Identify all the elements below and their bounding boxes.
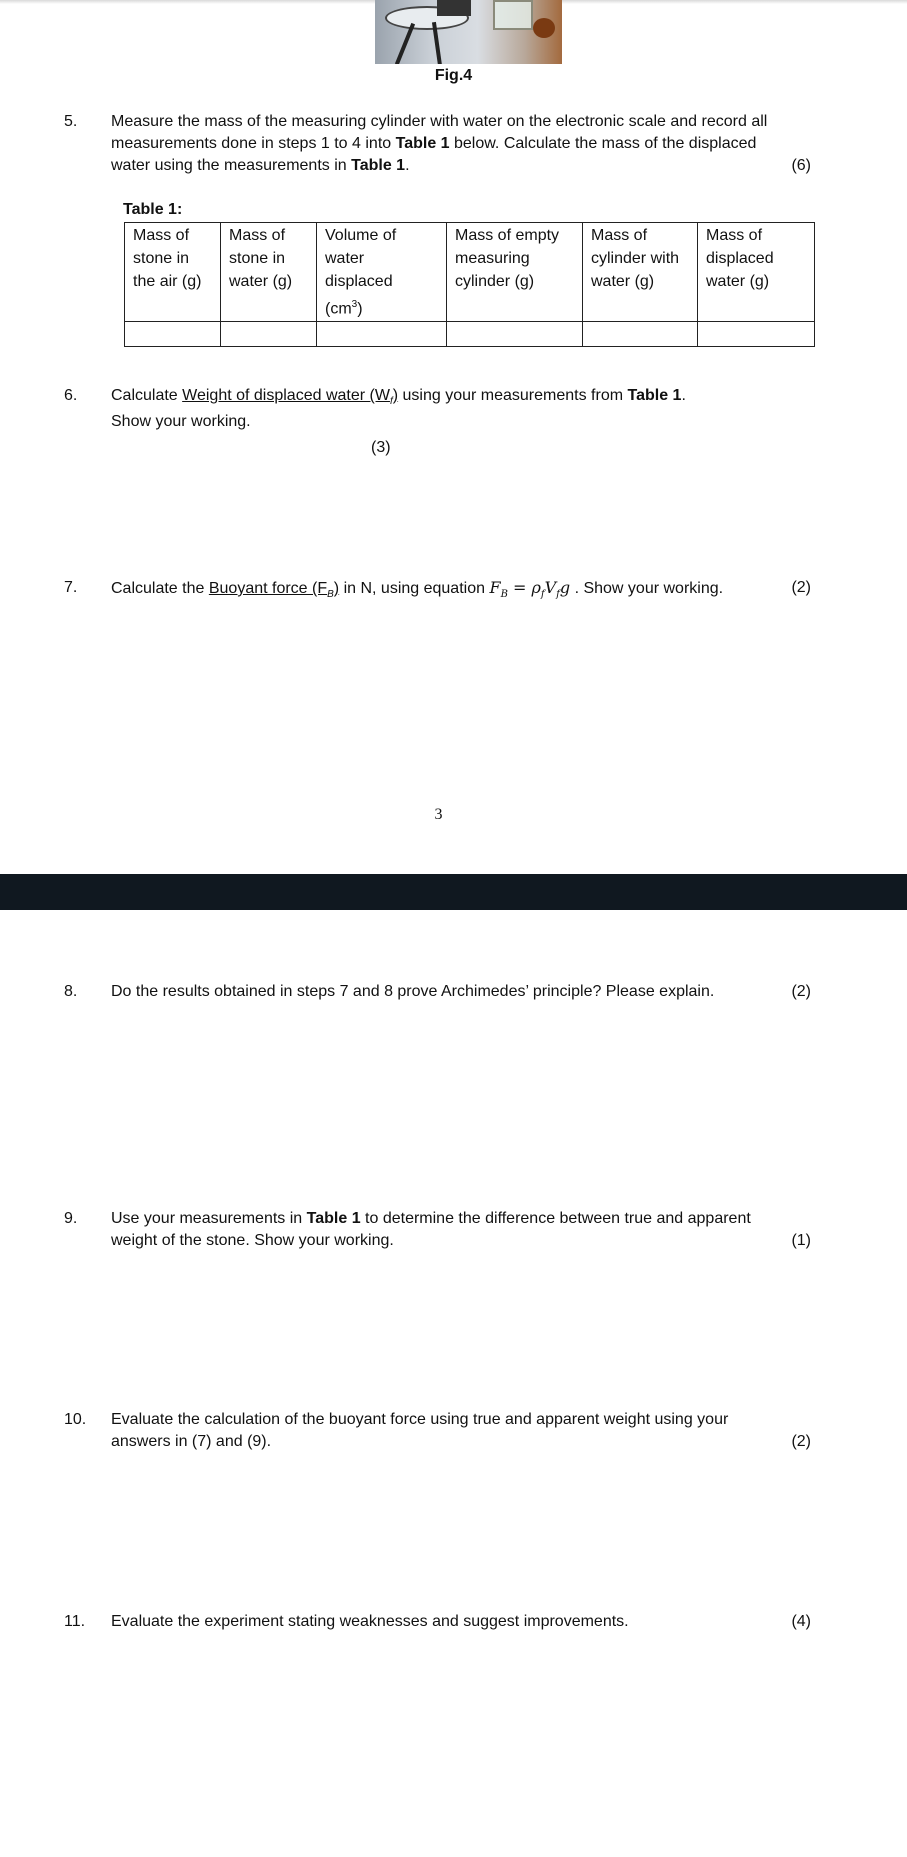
photo-stand-leg — [395, 23, 415, 64]
answer-cell[interactable] — [447, 322, 583, 347]
question-5-number: 5. — [64, 113, 78, 130]
page-number: 3 — [434, 806, 443, 823]
question-5-line-2: measurements done in steps 1 to 4 into Table 1 below. Calculate the mass of the displaced — [111, 135, 757, 152]
question-8-number: 8. — [64, 983, 78, 1000]
header-mass-stone-water: Mass of stone in water (g) — [221, 223, 317, 322]
question-10-line-2: answers in (7) and (9). — [111, 1433, 272, 1450]
question-9-marks: (1) — [791, 1232, 811, 1249]
experiment-photo — [375, 0, 562, 64]
header-mass-cylinder-water: Mass of cylinder with water (g) — [583, 223, 698, 322]
question-7-marks: (2) — [791, 579, 811, 596]
question-9-line-2: weight of the stone. Show your working. — [111, 1232, 394, 1249]
header-mass-displaced-water: Mass of displaced water (g) — [698, 223, 815, 322]
question-9-line-1: Use your measurements in Table 1 to determine the difference between true and apparent — [111, 1210, 751, 1227]
table-answer-row — [125, 322, 815, 347]
answer-cell[interactable] — [317, 322, 447, 347]
question-11-number: 11. — [64, 1613, 86, 1630]
table-1-caption: Table 1: — [123, 201, 183, 218]
answer-cell[interactable] — [125, 322, 221, 347]
question-6-line-1: Calculate Weight of displaced water $(W_f)$ using your measurements from Table 1. — [111, 387, 686, 408]
photo-glass-beaker — [493, 0, 533, 30]
answer-cell[interactable] — [583, 322, 698, 347]
table-header-row — [125, 223, 815, 322]
question-6-number: 6. — [64, 387, 78, 404]
question-5-marks: (6) — [791, 157, 811, 174]
page-separator — [0, 874, 907, 910]
question-8-text: Do the results obtained in steps 7 and 8 prove Archimedes’ principle? Please explain. — [111, 983, 715, 1000]
question-6-marks: (3) — [371, 439, 391, 456]
page-3 — [0, 0, 907, 874]
header-mass-empty-cylinder: Mass of empty measuring cylinder (g) — [447, 223, 583, 322]
photo-object — [533, 18, 555, 38]
page-4 — [0, 910, 907, 1857]
header-volume-displaced: Volume of water displaced $(cm^3)$ — [317, 223, 447, 322]
figure-caption: Fig.4 — [434, 67, 473, 84]
question-7-number: 7. — [64, 579, 78, 596]
question-10-marks: (2) — [791, 1433, 811, 1450]
question-9-number: 9. — [64, 1210, 78, 1227]
question-5-line-3: water using the measurements in Table 1. — [111, 157, 410, 174]
question-10-line-1: Evaluate the calculation of the buoyant force using true and apparent weight using your — [111, 1411, 729, 1428]
question-7-line-1: Calculate the Buoyant force $(F_B)$ in N, using equation $F_B = \rho_fV_fg$ . Show your working. — [111, 578, 724, 601]
question-5-line-1: Measure the mass of the measuring cylinder with water on the electronic scale and record all — [111, 113, 768, 130]
table-1 — [124, 222, 815, 347]
question-6-line-2: Show your working. — [111, 413, 251, 430]
answer-cell[interactable] — [698, 322, 815, 347]
question-10-number: 10. — [64, 1411, 87, 1428]
question-11-text: Evaluate the experiment stating weaknesses and suggest improvements. — [111, 1613, 629, 1630]
header-mass-stone-air: Mass of stone in the air (g) — [125, 223, 221, 322]
buoyancy-equation: $F_B = \rho_fV_fg$ — [489, 578, 571, 601]
photo-stone — [437, 0, 471, 16]
question-11-marks: (4) — [791, 1613, 811, 1630]
question-8-marks: (2) — [791, 983, 811, 1000]
answer-cell[interactable] — [221, 322, 317, 347]
